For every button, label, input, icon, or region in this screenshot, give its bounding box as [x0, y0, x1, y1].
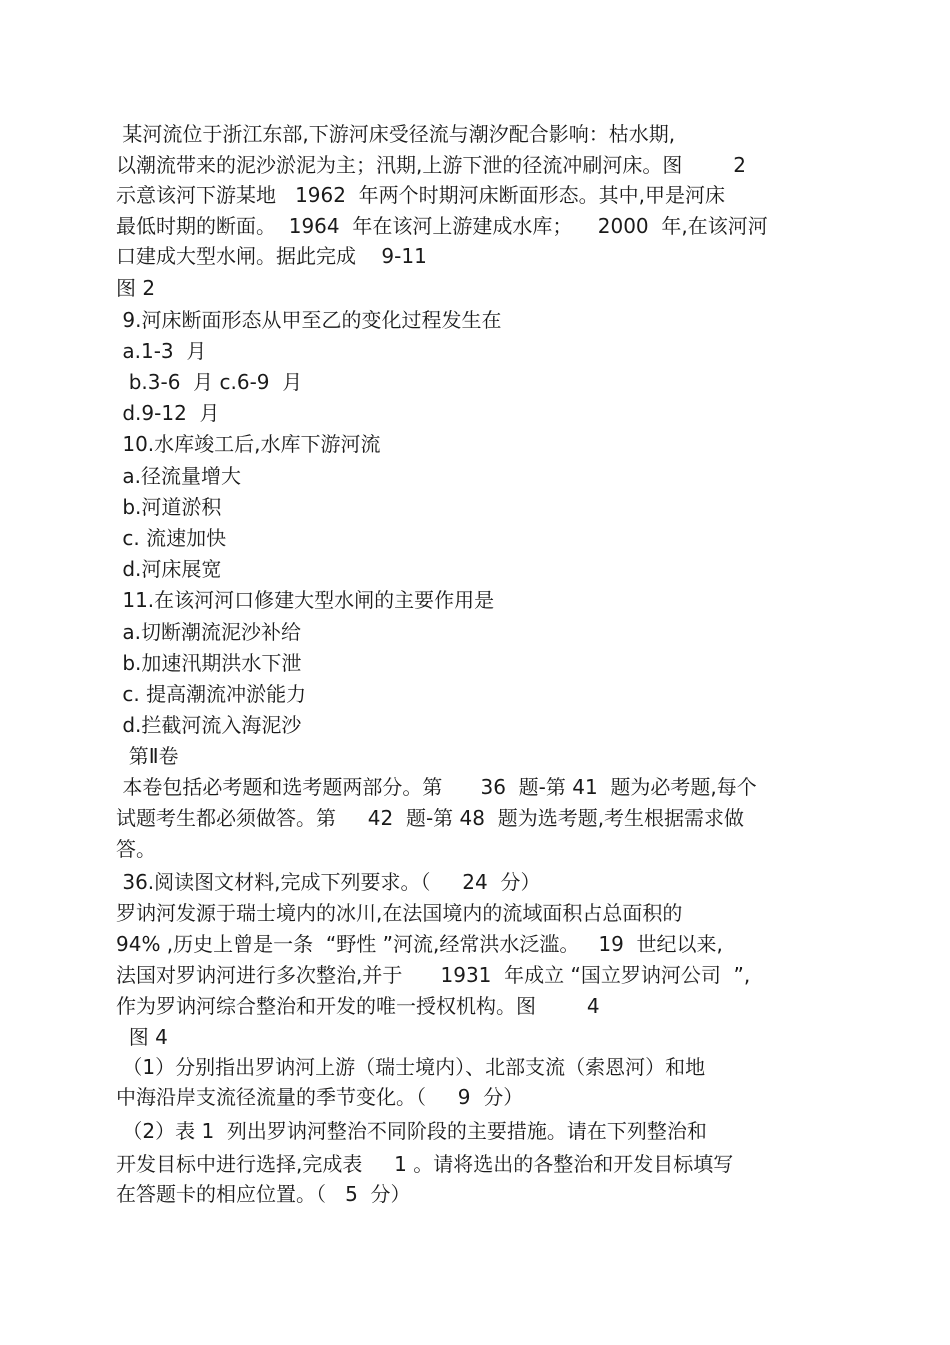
passage-line-1: 某河流位于浙江东部,下游河床受径流与潮汐配合影响：枯水期,	[116, 122, 676, 146]
q36-text-line-1: 罗讷河发源于瑞士境内的冰川,在法国境内的流域面积占总面积的	[116, 901, 683, 925]
q10-option-d: d.河床展宽	[116, 557, 222, 581]
section-intro-line-3: 答。	[116, 837, 156, 861]
q11-option-a: a.切断潮流泥沙补给	[116, 620, 301, 644]
q36-part-2-line-1: （2）表 1 列出罗讷河整治不同阶段的主要措施。请在下列整治和	[116, 1119, 707, 1143]
q10-option-c: c. 流速加快	[116, 526, 227, 550]
q36-text-line-4: 作为罗讷河综合整治和开发的唯一授权机构。图 4	[116, 994, 600, 1018]
figure-4-caption: 图 4	[116, 1025, 168, 1049]
section-intro-line-2: 试题考生都必须做答。第 42 题-第 48 题为选考题,考生根据需求做	[116, 806, 745, 830]
q9-option-a: a.1-3 月	[116, 339, 207, 363]
q11-option-b: b.加速汛期洪水下泄	[116, 651, 302, 675]
q36-text-line-3: 法国对罗讷河进行多次整治,并于 1931 年成立 “国立罗讷河公司 ”,	[116, 963, 751, 987]
q36-part-2-line-3: 在答题卡的相应位置。（ 5 分）	[116, 1182, 411, 1206]
section-intro-line-1: 本卷包括必考题和选考题两部分。第 36 题-第 41 题为必考题,每个	[116, 775, 757, 799]
q36-part-2-line-2: 开发目标中进行选择,完成表 1 。请将选出的各整治和开发目标填写	[116, 1152, 734, 1176]
q36-text-line-2: 94% ,历史上曾是一条 “野性 ”河流,经常洪水泛滥。 19 世纪以来,	[116, 932, 723, 956]
section-heading: 第Ⅱ卷	[116, 744, 179, 768]
passage-line-3: 示意该河下游某地 1962 年两个时期河床断面形态。其中,甲是河床	[116, 183, 726, 207]
question-36: 36.阅读图文材料,完成下列要求。（ 24 分）	[116, 870, 541, 894]
question-9: 9.河床断面形态从甲至乙的变化过程发生在	[116, 308, 502, 332]
question-11: 11.在该河河口修建大型水闸的主要作用是	[116, 588, 495, 612]
q36-part-1-line-1: （1）分别指出罗讷河上游（瑞士境内）、北部支流（索恩河）和地	[116, 1055, 706, 1079]
q9-option-d: d.9-12 月	[116, 401, 220, 425]
figure-2-caption: 图 2	[116, 276, 156, 300]
passage-line-5: 口建成大型水闸。据此完成 9-11	[116, 244, 427, 268]
q10-option-b: b.河道淤积	[116, 495, 222, 519]
question-10: 10.水库竣工后,水库下游河流	[116, 432, 381, 456]
q36-part-1-line-2: 中海沿岸支流径流量的季节变化。（ 9 分）	[116, 1085, 524, 1109]
q10-option-a: a.径流量增大	[116, 464, 241, 488]
passage-line-2: 以潮流带来的泥沙淤泥为主；汛期,上游下泄的径流冲刷河床。图 2	[116, 153, 746, 177]
q11-option-d: d.拦截河流入海泥沙	[116, 713, 302, 737]
q9-option-b-c: b.3-6 月 c.6-9 月	[116, 370, 303, 394]
passage-line-4: 最低时期的断面。 1964 年在该河上游建成水库； 2000 年,在该河河	[116, 214, 768, 238]
q11-option-c: c. 提高潮流冲淤能力	[116, 682, 307, 706]
